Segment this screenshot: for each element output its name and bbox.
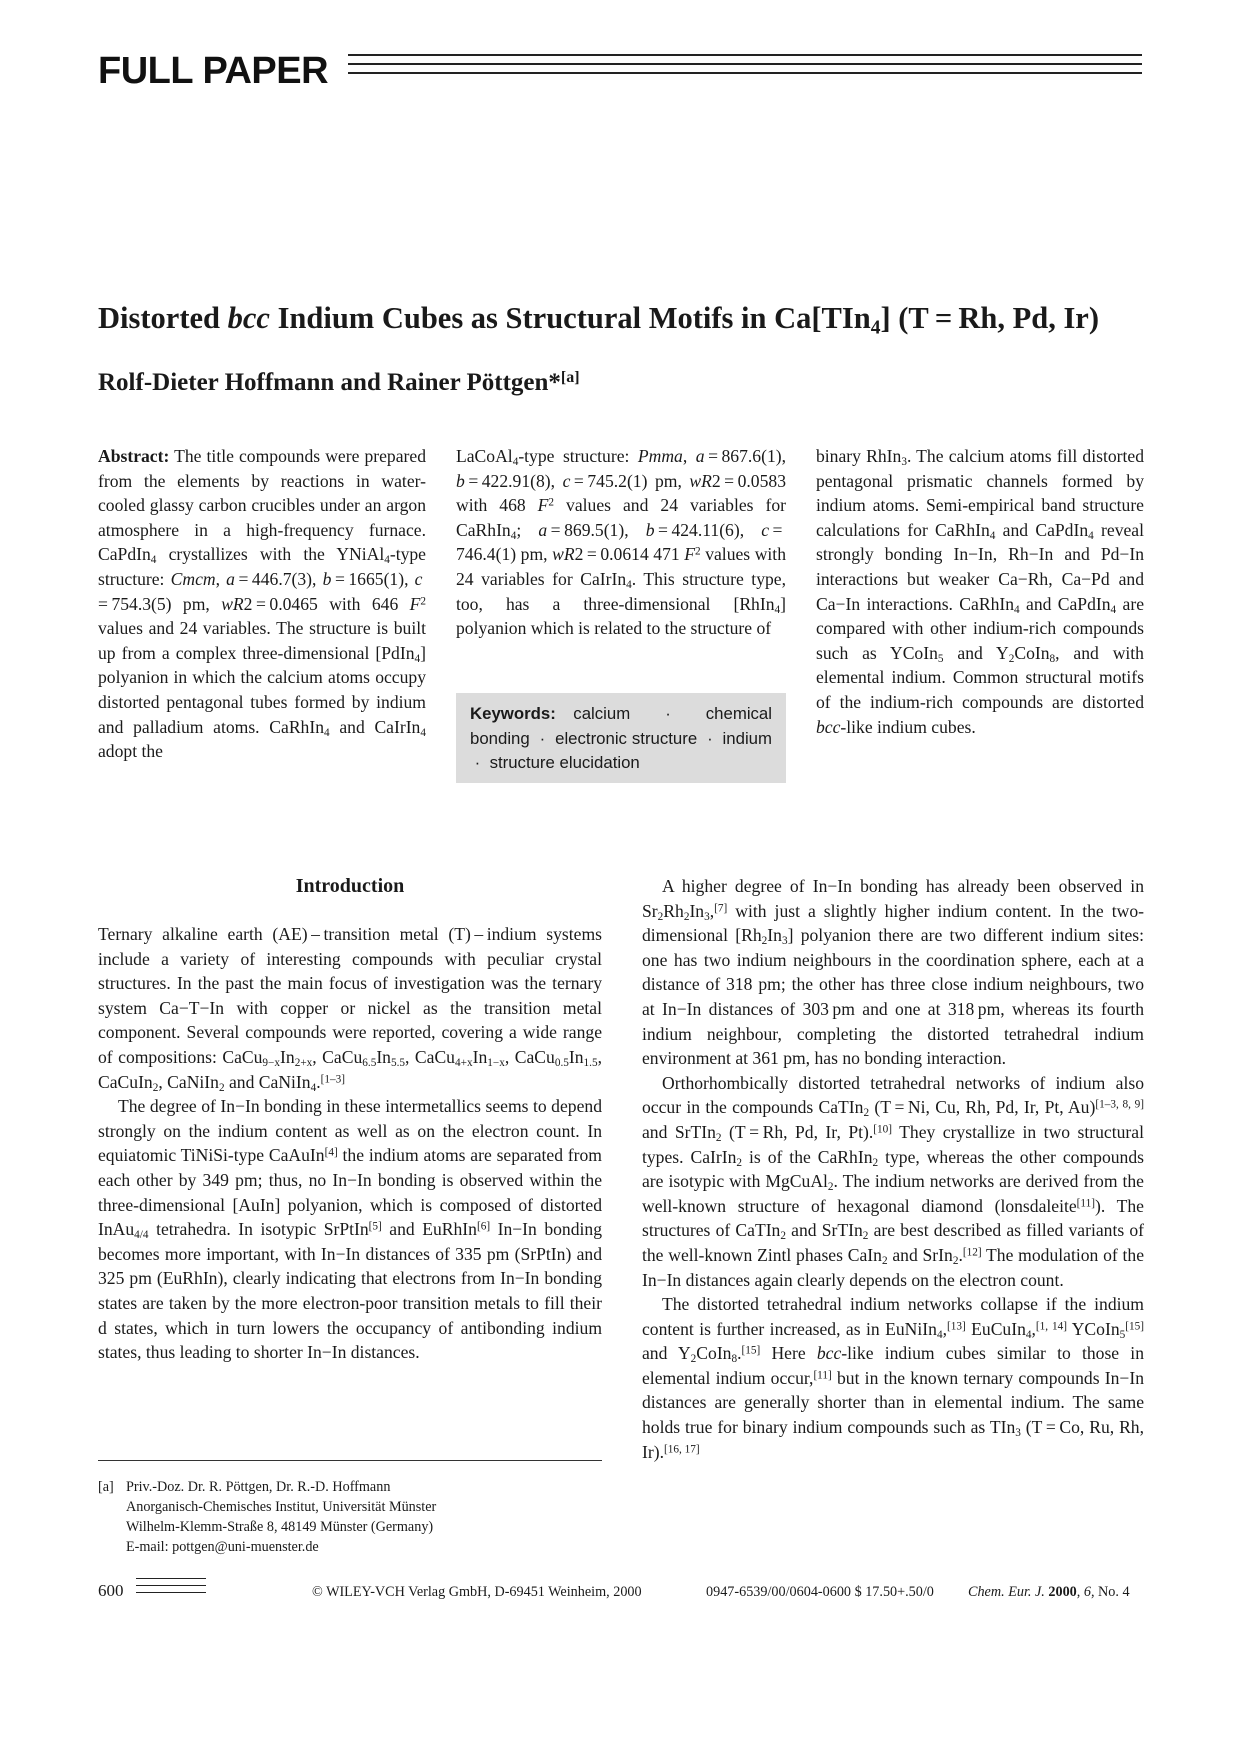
body-column-1 <box>98 922 602 1365</box>
affiliation-mark[interactable]: [a] <box>560 369 580 386</box>
citation[interactable]: [15] <box>741 1344 761 1357</box>
citation[interactable]: [4] <box>324 1146 338 1159</box>
citation[interactable]: [11] <box>813 1369 832 1382</box>
publisher-line: © WILEY-VCH Verlag GmbH, D-69451 Weinheim, 2000 <box>312 1584 642 1600</box>
intro-paragraph-1: Ternary alkaline earth (AE) – transition metal (T) – indium systems include a variety of interesting compounds with peculiar crystal structures. In the past the main focus of investigation was the ternary system Ca−T−In with copper or nickel as the transition metal component. Several compounds were reported, covering a wide range of compositions: $CaCu_{9-x}In_{2+x}$, $CaCu_{6.5}In_{5.5}$, $CaCu_{4+x}In_{1-x}$, $CaCu_{0.5}In_{1.5}$, CaCuIn$_2$, CaNiIn$_2$ and CaNiIn$_4$.[1–3] <box>98 924 602 1094</box>
citation[interactable]: [5] <box>368 1220 382 1233</box>
abstract-column-2: LaCoAl$_4$-type structure: Pmma, a = 867.6(1), b = 422.91(8), c = 745.2(1) pm, wR2 = 0.0583 with 468 $F^2$ values and 24 variables for CaRhIn$_4$; a = 869.5(1), b = 424.11(6), c = 746.4(1) pm, wR2 = 0.0614 471 $F^2$ values with 24 variables for CaIrIn$_4$. This structure type, too, has a three-dimensional [RhIn$_4$] polyanion which is related to the structure of <box>456 446 787 639</box>
citation[interactable]: [15] <box>1125 1320 1144 1333</box>
intro-paragraph-5: The distorted tetrahedral indium networks collapse if the indium content is further increased, as in EuNiIn$_4$,[13] EuCuIn$_4$,[1, 14] YCoIn$_5$[15] and $Y_2CoIn_8.[15]$ Here bcc-like indium cubes similar to those in elemental indium occur,[11] but in the known ternary compounds In−In distances are generally shorter than in elemental indium. The same holds true for binary indium compounds such as TIn$_3$ (T = Co, Ru, Rh, Ir).[16, 17] <box>642 1294 1144 1462</box>
header-rules <box>348 54 1142 86</box>
affiliation-footnote: [a] Priv.-Doz. Dr. R. Pöttgen, Dr. R.-D. Hoffmann Anorganisch-Chemisches Institut, Universität Münster Wilhelm-Klemm-Straße 8, 48149 Münster (Germany) E-mail: pottgen@uni-muenster.de <box>98 1477 608 1557</box>
citation[interactable]: [10] <box>873 1123 892 1136</box>
abstract-column-1: Abstract: The title compounds were prepared from the elements by reactions in water-cooled glassy carbon crucibles under an argon atmosphere in a high-frequency furnace. CaPdIn$_4$ crystallizes with the YNiAl$_4$-type structure: Cmcm, a = 446.7(3), b = 1665(1), c = 754.3(5) pm, wR2 = 0.0465 with 646 $F^2$ values and 24 variables. The structure is built up from a complex three-dimensional [PdIn$_4$] polyanion in which the calcium atoms occupy distorted pentagonal tubes formed by indium and palladium atoms. CaRhIn$_4$ and CaIrIn$_4$ adopt the <box>98 446 427 762</box>
keywords-label: Keywords: <box>470 704 556 723</box>
citation[interactable]: [16, 17] <box>663 1443 700 1456</box>
keywords-box <box>456 693 786 783</box>
citation[interactable]: [6] <box>476 1220 491 1233</box>
citation[interactable]: [1–3] <box>320 1072 345 1085</box>
citation[interactable]: [11] <box>1076 1197 1095 1210</box>
intro-paragraph-3: A higher degree of In−In bonding has already been observed in $Sr_2Rh_2In_3,[7]$ with just a slightly higher indium content. In the two-dimensional $[Rh_2In_3]$ polyanion there are two different indium sites: one has two indium neighbours in the coordination sphere, each at a distance of 318 pm; the other has three close indium neighbours, two at In−In distances of 303 pm and one at 318 pm, whereas its fourth indium neighbour, completing the distorted tetrahedral indium environment at 361 pm, has no bonding interaction. <box>642 876 1144 1069</box>
citation[interactable]: [12] <box>962 1246 982 1259</box>
intro-paragraph-2: The degree of In−In bonding in these intermetallics seems to depend strongly on the indium content as well as on the electron count. In equiatomic TiNiSi-type CaAuIn[4] the indium atoms are separated from each other by 349 pm; thus, no In−In bonding is observed within the three-dimensional [AuIn] polyanion, which is composed of distorted InAu$_{4/4}$ tetrahedra. In isotypic SrPtIn[5] and EuRhIn[6] In−In bonding becomes more important, with In−In distances of 335 pm (SrPtIn) and 325 pm (EuRhIn), clearly indicating that electrons from In−In bonding states are taken by the more electron-poor transition metals to fill their d states, which in turn lowers the occupancy of antibonding indium states, thus leading to shorter In−In distances. <box>98 1096 603 1363</box>
authors: Rolf-Dieter Hoffmann and Rainer Pöttgen*[a] <box>98 369 580 396</box>
section-label: FULL PAPER <box>98 50 329 92</box>
footnote-rule <box>98 1460 602 1461</box>
article-code: 0947-6539/00/0604-0600 $ 17.50+.50/0 <box>706 1584 934 1600</box>
page-number-rules <box>136 1578 206 1599</box>
intro-paragraph-4: Orthorhombically distorted tetrahedral networks of indium also occur in the compounds CaTIn$_2$ (T = Ni, Cu, Rh, Pd, Ir, Pt, Au)[1–3, 8, 9] and SrTIn$_2$ (T = Rh, Pd, Ir, Pt).[10] They crystallize in two structural types. CaIrIn$_2$ is of the CaRhIn$_2$ type, whereas the other compounds are isotypic with MgCuAl$_2$. The indium networks are derived from the well-known structure of hexagonal diamond (lonsdaleite[11]). The structures of CaTIn$_2$ and SrTIn$_2$ are best described as filled variants of the well-known Zintl phases CaIn$_2$ and SrIn$_2$.[12] The modulation of the In−In distances again clearly depends on the electron count. <box>642 1072 1145 1290</box>
citation[interactable]: [7] <box>714 901 728 914</box>
abstract-column-3: binary RhIn$_3$. The calcium atoms fill distorted pentagonal prismatic channels formed by indium atoms. Semi-empirical band structure calculations for CaRhIn$_4$ and CaPdIn$_4$ reveal strongly bonding In−In, Rh−In and Pd−In interactions but weaker Ca−Rh, Ca−Pd and Ca−In interactions. CaRhIn$_4$ and CaPdIn$_4$ are compared with other indium-rich compounds such as YCoIn$_5$ and $Y_2CoIn_8$, and with elemental indium. Common structural motifs of the indium-rich compounds are distorted bcc-like indium cubes. <box>816 446 1144 737</box>
section-heading-introduction: Introduction <box>295 875 405 897</box>
footnote-label: [a] <box>98 1479 114 1495</box>
email-link[interactable]: E-mail: pottgen@uni-muenster.de <box>126 1539 319 1555</box>
citation[interactable]: [1, 14] <box>1035 1320 1067 1333</box>
abstract-label: Abstract: <box>98 446 170 466</box>
body-column-2 <box>642 874 1144 1464</box>
citation[interactable]: [13] <box>946 1320 966 1333</box>
citation[interactable]: [1–3, 8, 9] <box>1095 1098 1144 1111</box>
keywords-list: calcium · chemical bonding · electronic structure · indium · structure elucidation <box>470 704 772 773</box>
paper-title: Distorted bcc Indium Cubes as Structural Motifs in Ca[TIn$_4$] (T = Rh, Pd, Ir) <box>98 301 1100 339</box>
page-number: 600 <box>98 1581 124 1600</box>
journal-citation: Chem. Eur. J. 2000, 6, No. 4 <box>968 1584 1130 1600</box>
